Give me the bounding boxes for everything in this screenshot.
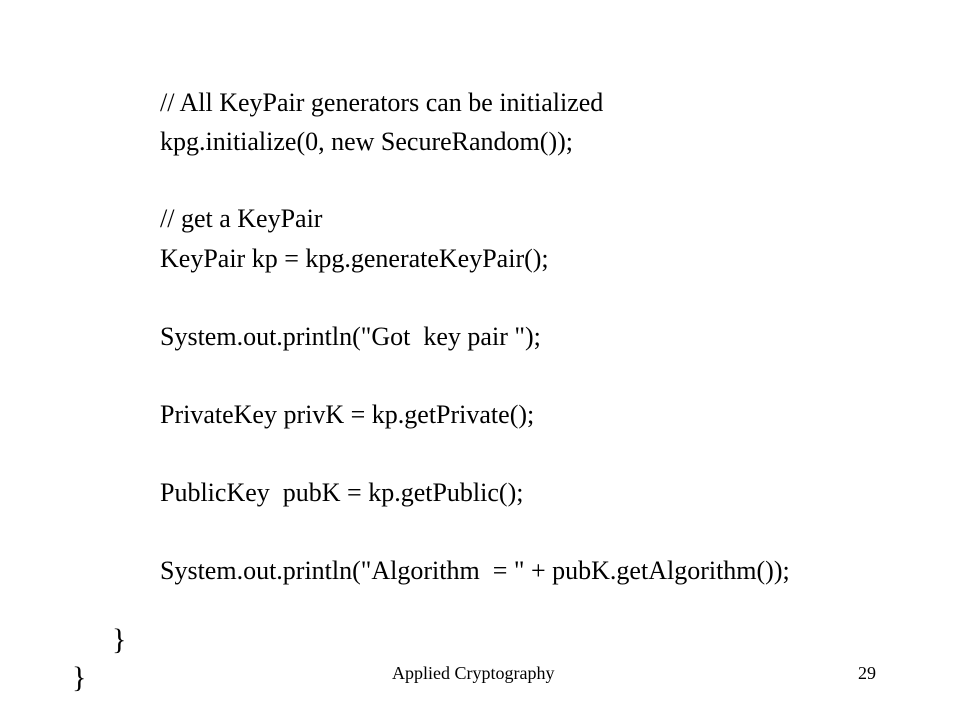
page-number: 29 [858, 663, 876, 683]
code-print-algorithm: System.out.println("Algorithm = " + pubK.getAlgorithm()); [160, 556, 790, 585]
code-public-key: PublicKey pubK = kp.getPublic(); [160, 478, 524, 507]
code-private-key: PrivateKey privK = kp.getPrivate(); [160, 400, 535, 429]
code-comment-initialize: // All KeyPair generators can be initialized [160, 88, 604, 117]
code-initialize-call: kpg.initialize(0, new SecureRandom()); [160, 127, 573, 156]
footer-title: Applied Cryptography [392, 663, 555, 683]
code-comment-get-keypair: // get a KeyPair [160, 204, 323, 233]
code-print-got-keypair: System.out.println("Got key pair "); [160, 322, 541, 351]
code-generate-keypair: KeyPair kp = kpg.generateKeyPair(); [160, 244, 549, 273]
outer-closing-brace: } [72, 661, 87, 694]
inner-closing-brace: } [112, 623, 127, 656]
